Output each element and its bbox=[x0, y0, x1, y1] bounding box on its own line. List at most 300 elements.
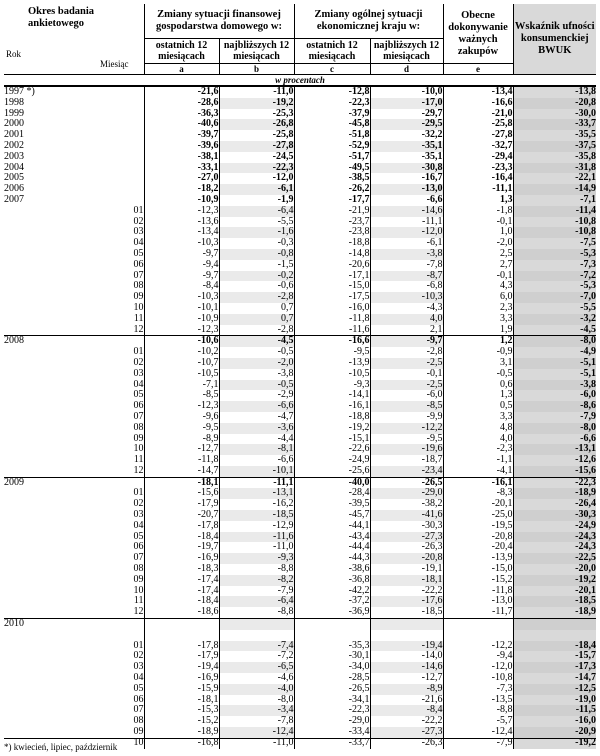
value-cell: -21,0 bbox=[443, 109, 513, 120]
bwuk-cell: -20,9 bbox=[513, 727, 596, 738]
value-cell: -22,6 bbox=[294, 444, 370, 455]
value-cell: -19,4 bbox=[144, 662, 219, 673]
value-cell: -29,4 bbox=[443, 152, 513, 163]
value-cell: -17,4 bbox=[144, 586, 219, 597]
value-cell: -0,8 bbox=[219, 249, 294, 260]
value-cell: -16,1 bbox=[443, 477, 513, 488]
value-cell: 3,1 bbox=[443, 358, 513, 369]
bwuk-cell: -6,0 bbox=[513, 390, 596, 401]
survey-table bbox=[4, 4, 596, 749]
value-cell: -44,4 bbox=[294, 542, 370, 553]
value-cell: -1,1 bbox=[443, 455, 513, 466]
value-cell: 4,0 bbox=[370, 314, 443, 325]
col-letter-d: d bbox=[370, 64, 443, 75]
value-cell: -15,2 bbox=[144, 716, 219, 727]
value-cell: -4,0 bbox=[219, 684, 294, 695]
bwuk-cell: -26,4 bbox=[513, 499, 596, 510]
value-cell: -1,8 bbox=[443, 206, 513, 217]
bwuk-cell: -15,6 bbox=[513, 466, 596, 477]
value-cell: -6,6 bbox=[370, 195, 443, 206]
value-cell: -10,8 bbox=[443, 673, 513, 684]
value-cell: -19,5 bbox=[443, 521, 513, 532]
value-cell: -19,7 bbox=[144, 542, 219, 553]
value-cell: -22,2 bbox=[370, 586, 443, 597]
value-cell: -12,7 bbox=[370, 673, 443, 684]
value-cell: -45,7 bbox=[294, 510, 370, 521]
row-label: 04 bbox=[133, 519, 144, 531]
value-cell: -6,5 bbox=[219, 662, 294, 673]
row-label: 10 bbox=[133, 584, 144, 596]
value-cell: -28,4 bbox=[294, 488, 370, 499]
bwuk-cell: -20,0 bbox=[513, 564, 596, 575]
value-cell: -20,4 bbox=[443, 542, 513, 553]
value-cell bbox=[219, 619, 294, 630]
value-cell: -7,1 bbox=[144, 380, 219, 391]
value-cell: -23,8 bbox=[294, 227, 370, 238]
header-ec-next12: najbliższych 12 miesiącach bbox=[370, 39, 443, 64]
value-cell: -4,4 bbox=[219, 434, 294, 445]
value-cell: 0,7 bbox=[219, 303, 294, 314]
value-cell: -15,9 bbox=[144, 684, 219, 695]
value-cell: -11,0 bbox=[219, 542, 294, 553]
value-cell: -26,3 bbox=[370, 542, 443, 553]
bwuk-cell: -17,3 bbox=[513, 662, 596, 673]
value-cell: -20,1 bbox=[443, 499, 513, 510]
bwuk-cell: -35,5 bbox=[513, 130, 596, 141]
value-cell: -4,1 bbox=[443, 466, 513, 477]
value-cell: -19,2 bbox=[219, 98, 294, 109]
value-cell: 2,7 bbox=[443, 260, 513, 271]
value-cell: -23,3 bbox=[443, 163, 513, 174]
value-cell: -10,5 bbox=[144, 369, 219, 380]
value-cell: -0,6 bbox=[219, 281, 294, 292]
bwuk-cell: -20,1 bbox=[513, 586, 596, 597]
bwuk-cell: -11,5 bbox=[513, 705, 596, 716]
value-cell: -38,6 bbox=[294, 564, 370, 575]
bwuk-cell: -5,3 bbox=[513, 281, 596, 292]
value-cell: -17,8 bbox=[144, 521, 219, 532]
value-cell: -18,1 bbox=[144, 695, 219, 706]
value-cell: -6,4 bbox=[219, 206, 294, 217]
bwuk-cell: -7,1 bbox=[513, 195, 596, 206]
header-period bbox=[4, 4, 144, 69]
row-label: 09 bbox=[133, 432, 144, 444]
bwuk-cell: -7,0 bbox=[513, 292, 596, 303]
value-cell: -8,8 bbox=[443, 705, 513, 716]
row-label: 02 bbox=[133, 356, 144, 368]
value-cell: -13,5 bbox=[443, 695, 513, 706]
value-cell: -9,4 bbox=[144, 260, 219, 271]
value-cell: -11,0 bbox=[219, 86, 294, 98]
value-cell: -2,3 bbox=[443, 444, 513, 455]
value-cell: -10,2 bbox=[144, 347, 219, 358]
year-row bbox=[4, 619, 596, 630]
value-cell: -23,7 bbox=[294, 217, 370, 228]
value-cell: -38,2 bbox=[370, 499, 443, 510]
value-cell: -5,5 bbox=[219, 217, 294, 228]
value-cell: -13,4 bbox=[144, 227, 219, 238]
bwuk-cell: -22,3 bbox=[513, 477, 596, 488]
row-label: 05 bbox=[133, 247, 144, 259]
value-cell: -9,3 bbox=[294, 380, 370, 391]
row-label: 11 bbox=[133, 312, 144, 324]
value-cell: -7,9 bbox=[219, 586, 294, 597]
row-label: 2000 bbox=[4, 118, 24, 130]
value-cell: 1,3 bbox=[443, 390, 513, 401]
row-label: 07 bbox=[133, 704, 144, 716]
bwuk-cell: -10,8 bbox=[513, 227, 596, 238]
bwuk-cell: -18,4 bbox=[513, 641, 596, 652]
bwuk-cell: -18,9 bbox=[513, 607, 596, 618]
row-label: 03 bbox=[133, 367, 144, 379]
bwuk-cell: -22,5 bbox=[513, 553, 596, 564]
header-month-label: Miesiąc bbox=[100, 59, 129, 69]
row-label: 12 bbox=[133, 606, 144, 618]
value-cell: -7,8 bbox=[219, 716, 294, 727]
value-cell: -10,3 bbox=[370, 292, 443, 303]
row-label: 09 bbox=[133, 726, 144, 738]
value-cell: -9,5 bbox=[294, 347, 370, 358]
value-cell: -26,8 bbox=[219, 119, 294, 130]
value-cell: -12,2 bbox=[443, 641, 513, 652]
row-label: 06 bbox=[133, 693, 144, 705]
row-label: 2008 bbox=[4, 336, 144, 347]
row-label: 12 bbox=[133, 323, 144, 335]
value-cell: -35,3 bbox=[294, 641, 370, 652]
header-major-purchases: Obecne dokonywanie ważnych zakupów bbox=[443, 4, 513, 64]
bwuk-cell: -3,2 bbox=[513, 314, 596, 325]
bwuk-cell: -12,5 bbox=[513, 684, 596, 695]
month-row bbox=[4, 206, 596, 217]
value-cell: -25,8 bbox=[219, 130, 294, 141]
value-cell: -6,6 bbox=[219, 401, 294, 412]
value-cell: -11,6 bbox=[294, 325, 370, 336]
row-label: 2009 bbox=[4, 477, 144, 488]
value-cell: -6,1 bbox=[370, 238, 443, 249]
value-cell: -36,3 bbox=[144, 109, 219, 120]
value-cell: 4,3 bbox=[443, 281, 513, 292]
value-cell: 4,8 bbox=[443, 423, 513, 434]
value-cell: -30,3 bbox=[370, 521, 443, 532]
bwuk-cell: -24,3 bbox=[513, 532, 596, 543]
value-cell: -14,6 bbox=[370, 206, 443, 217]
bwuk-cell: -13,1 bbox=[513, 444, 596, 455]
value-cell: -11,8 bbox=[294, 314, 370, 325]
row-label: 1997 *) bbox=[4, 86, 144, 98]
header-hh-last12: ostatnich 12 miesiącach bbox=[144, 39, 219, 64]
col-letter-b: b bbox=[219, 64, 294, 75]
value-cell: -42,2 bbox=[294, 586, 370, 597]
bwuk-cell: -7,3 bbox=[513, 260, 596, 271]
footnote: *) kwiecień, lipiec, październik bbox=[4, 742, 118, 752]
value-cell: -0,1 bbox=[443, 271, 513, 282]
value-cell: -40,6 bbox=[144, 119, 219, 130]
value-cell: -25,0 bbox=[443, 510, 513, 521]
value-cell: -0,9 bbox=[443, 347, 513, 358]
value-cell: -10,0 bbox=[370, 86, 443, 98]
month-row bbox=[4, 260, 596, 271]
value-cell: 1,3 bbox=[443, 195, 513, 206]
value-cell: 1,0 bbox=[443, 227, 513, 238]
value-cell: -19,2 bbox=[294, 423, 370, 434]
value-cell: -22,3 bbox=[294, 98, 370, 109]
value-cell: -18,5 bbox=[370, 607, 443, 618]
value-cell: -3,8 bbox=[370, 249, 443, 260]
value-cell: -0,5 bbox=[443, 369, 513, 380]
bwuk-cell: -18,5 bbox=[513, 596, 596, 607]
bwuk-cell: -11,4 bbox=[513, 206, 596, 217]
bwuk-cell: -7,9 bbox=[513, 412, 596, 423]
value-cell: -8,7 bbox=[370, 271, 443, 282]
value-cell: -21,6 bbox=[370, 695, 443, 706]
value-cell: -26,5 bbox=[370, 477, 443, 488]
value-cell: -6,0 bbox=[370, 390, 443, 401]
value-cell: -29,0 bbox=[294, 716, 370, 727]
value-cell: -32,7 bbox=[443, 141, 513, 152]
value-cell: -41,6 bbox=[370, 510, 443, 521]
row-label: 2003 bbox=[4, 150, 24, 162]
value-cell: -51,8 bbox=[294, 130, 370, 141]
bwuk-cell: -18,9 bbox=[513, 488, 596, 499]
value-cell: -8,2 bbox=[219, 575, 294, 586]
row-label: 03 bbox=[133, 661, 144, 673]
value-cell: -8,5 bbox=[370, 401, 443, 412]
value-cell: -2,0 bbox=[219, 358, 294, 369]
value-cell: -30,1 bbox=[294, 651, 370, 662]
value-cell: -9,5 bbox=[370, 434, 443, 445]
row-label: 04 bbox=[133, 672, 144, 684]
value-cell: -22,3 bbox=[219, 163, 294, 174]
row-label: 2002 bbox=[4, 139, 24, 151]
value-cell: -0,3 bbox=[219, 238, 294, 249]
bwuk-cell: -5,1 bbox=[513, 358, 596, 369]
value-cell: -21,9 bbox=[294, 206, 370, 217]
value-cell: -8,5 bbox=[144, 390, 219, 401]
unit-label: w procentach bbox=[4, 75, 596, 87]
value-cell: -16,8 bbox=[144, 738, 219, 749]
value-cell bbox=[144, 619, 219, 630]
value-cell: -7,3 bbox=[443, 684, 513, 695]
value-cell: -10,6 bbox=[144, 336, 219, 347]
value-cell: -3,4 bbox=[219, 705, 294, 716]
value-cell: -17,5 bbox=[294, 292, 370, 303]
value-cell: -16,4 bbox=[443, 173, 513, 184]
value-cell: -26,3 bbox=[370, 738, 443, 749]
value-cell: -11,8 bbox=[443, 586, 513, 597]
row-label: 08 bbox=[133, 715, 144, 727]
month-row bbox=[4, 325, 596, 336]
row-label: 01 bbox=[133, 487, 144, 499]
row-label: 1998 bbox=[4, 96, 24, 108]
value-cell: -25,3 bbox=[219, 109, 294, 120]
bwuk-cell: -19,2 bbox=[513, 575, 596, 586]
value-cell: -19,1 bbox=[370, 564, 443, 575]
value-cell: -27,3 bbox=[370, 532, 443, 543]
month-row bbox=[4, 369, 596, 380]
value-cell: -8,9 bbox=[144, 434, 219, 445]
value-cell: -20,6 bbox=[294, 260, 370, 271]
bwuk-cell: -10,8 bbox=[513, 217, 596, 228]
row-label: 06 bbox=[133, 258, 144, 270]
row-label: 02 bbox=[133, 215, 144, 227]
value-cell: -11,0 bbox=[219, 738, 294, 749]
row-label: 2010 bbox=[4, 619, 144, 630]
value-cell: -16,9 bbox=[144, 673, 219, 684]
value-cell: -14,8 bbox=[294, 249, 370, 260]
row-label: 12 bbox=[133, 464, 144, 476]
value-cell: -16,9 bbox=[144, 553, 219, 564]
row-label: 03 bbox=[133, 226, 144, 238]
value-cell: -20,8 bbox=[370, 553, 443, 564]
value-cell: -9,5 bbox=[144, 423, 219, 434]
header-period-label: Okres badania ankietowego bbox=[28, 6, 95, 29]
value-cell: -1,9 bbox=[219, 195, 294, 206]
bwuk-cell: -8,6 bbox=[513, 401, 596, 412]
value-cell: -19,4 bbox=[370, 641, 443, 652]
value-cell: -17,1 bbox=[294, 271, 370, 282]
row-label: 06 bbox=[133, 400, 144, 412]
bwuk-cell: -14,9 bbox=[513, 184, 596, 195]
value-cell: -24,9 bbox=[294, 455, 370, 466]
value-cell: -43,4 bbox=[294, 532, 370, 543]
value-cell: -33,1 bbox=[144, 163, 219, 174]
value-cell: -6,8 bbox=[370, 281, 443, 292]
value-cell: -11,1 bbox=[370, 217, 443, 228]
value-cell: -9,6 bbox=[144, 412, 219, 423]
value-cell: -39,7 bbox=[144, 130, 219, 141]
value-cell: -9,7 bbox=[144, 249, 219, 260]
value-cell: 0,7 bbox=[219, 314, 294, 325]
value-cell: -8,8 bbox=[219, 607, 294, 618]
value-cell: -35,1 bbox=[370, 152, 443, 163]
value-cell: -7,4 bbox=[219, 641, 294, 652]
value-cell: -16,7 bbox=[370, 173, 443, 184]
value-cell: -8,8 bbox=[219, 564, 294, 575]
bwuk-cell: -16,0 bbox=[513, 716, 596, 727]
row-label: 11 bbox=[133, 454, 144, 466]
value-cell: -8,3 bbox=[443, 488, 513, 499]
value-cell: -10,7 bbox=[144, 358, 219, 369]
header-ec-last12: ostatnich 12 miesiącach bbox=[294, 39, 370, 64]
row-label: 09 bbox=[133, 573, 144, 585]
bwuk-cell: -24,9 bbox=[513, 521, 596, 532]
bwuk-cell: -5,1 bbox=[513, 369, 596, 380]
value-cell: -0,1 bbox=[370, 369, 443, 380]
value-cell: -16,6 bbox=[294, 336, 370, 347]
value-cell: -8,0 bbox=[219, 695, 294, 706]
value-cell: -23,4 bbox=[370, 466, 443, 477]
row-label: 07 bbox=[133, 410, 144, 422]
value-cell: -17,9 bbox=[144, 651, 219, 662]
bwuk-cell: -4,9 bbox=[513, 347, 596, 358]
bwuk-cell: -7,5 bbox=[513, 238, 596, 249]
value-cell: -26,2 bbox=[294, 184, 370, 195]
row-label: 2007 bbox=[4, 193, 24, 205]
value-cell: -2,0 bbox=[443, 238, 513, 249]
value-cell: -10,5 bbox=[294, 369, 370, 380]
value-cell: 3,3 bbox=[443, 314, 513, 325]
value-cell: -49,5 bbox=[294, 163, 370, 174]
value-cell: -9,9 bbox=[370, 412, 443, 423]
value-cell: 6,0 bbox=[443, 292, 513, 303]
value-cell: -27,0 bbox=[144, 173, 219, 184]
value-cell: -12,4 bbox=[219, 727, 294, 738]
value-cell: -10,9 bbox=[144, 195, 219, 206]
bwuk-cell: -6,6 bbox=[513, 434, 596, 445]
row-label: 01 bbox=[133, 639, 144, 651]
header-bwuk: Wskaźnik ufności konsumenckiej BWUK bbox=[513, 4, 596, 75]
value-cell: -28,5 bbox=[294, 673, 370, 684]
value-cell: -18,7 bbox=[370, 455, 443, 466]
value-cell: -16,1 bbox=[294, 401, 370, 412]
value-cell: -20,8 bbox=[443, 532, 513, 543]
value-cell: -52,9 bbox=[294, 141, 370, 152]
value-cell: -7,2 bbox=[219, 651, 294, 662]
bwuk-cell: -19,2 bbox=[513, 738, 596, 749]
value-cell: -8,4 bbox=[370, 705, 443, 716]
value-cell: -12,0 bbox=[443, 662, 513, 673]
value-cell: -29,7 bbox=[370, 109, 443, 120]
value-cell: -3,6 bbox=[219, 423, 294, 434]
value-cell: -13,0 bbox=[370, 184, 443, 195]
value-cell: -21,6 bbox=[144, 86, 219, 98]
value-cell: -6,6 bbox=[219, 455, 294, 466]
value-cell: -9,7 bbox=[144, 271, 219, 282]
header-general-economy: Zmiany ogólnej sytuacji ekonomicznej kraju w: bbox=[294, 4, 443, 39]
value-cell: -0,2 bbox=[219, 271, 294, 282]
value-cell: -12,0 bbox=[219, 173, 294, 184]
value-cell: -12,3 bbox=[144, 206, 219, 217]
value-cell: -9,3 bbox=[219, 553, 294, 564]
bwuk-cell: -8,0 bbox=[513, 336, 596, 347]
value-cell: -18,4 bbox=[144, 532, 219, 543]
value-cell: -18,2 bbox=[144, 184, 219, 195]
value-cell: -9,7 bbox=[370, 336, 443, 347]
value-cell: -10,3 bbox=[144, 238, 219, 249]
value-cell: -0,5 bbox=[219, 347, 294, 358]
row-label: 08 bbox=[133, 421, 144, 433]
value-cell: -27,8 bbox=[443, 130, 513, 141]
value-cell: -18,1 bbox=[370, 575, 443, 586]
value-cell: -25,6 bbox=[294, 466, 370, 477]
value-cell: -22,2 bbox=[370, 716, 443, 727]
bwuk-cell: -22,1 bbox=[513, 173, 596, 184]
value-cell: -39,5 bbox=[294, 499, 370, 510]
value-cell: 0,5 bbox=[443, 401, 513, 412]
bwuk-cell: -35,8 bbox=[513, 152, 596, 163]
value-cell: -4,7 bbox=[219, 412, 294, 423]
bwuk-cell: -37,5 bbox=[513, 141, 596, 152]
value-cell: -40,0 bbox=[294, 477, 370, 488]
value-cell: -12,2 bbox=[370, 423, 443, 434]
row-label: 04 bbox=[133, 378, 144, 390]
value-cell: -33,4 bbox=[294, 727, 370, 738]
value-cell: -7,9 bbox=[443, 738, 513, 749]
value-cell: -25,8 bbox=[443, 119, 513, 130]
value-cell: -17,7 bbox=[294, 195, 370, 206]
year-row bbox=[4, 98, 596, 109]
table-body bbox=[4, 86, 596, 749]
value-cell: -8,1 bbox=[219, 444, 294, 455]
row-label: 09 bbox=[133, 291, 144, 303]
value-cell: -18,8 bbox=[294, 238, 370, 249]
bwuk-cell: -5,5 bbox=[513, 303, 596, 314]
value-cell: -7,8 bbox=[370, 260, 443, 271]
value-cell: -13,9 bbox=[443, 553, 513, 564]
row-label: 02 bbox=[133, 498, 144, 510]
value-cell: -18,5 bbox=[219, 510, 294, 521]
row-label: 08 bbox=[133, 280, 144, 292]
